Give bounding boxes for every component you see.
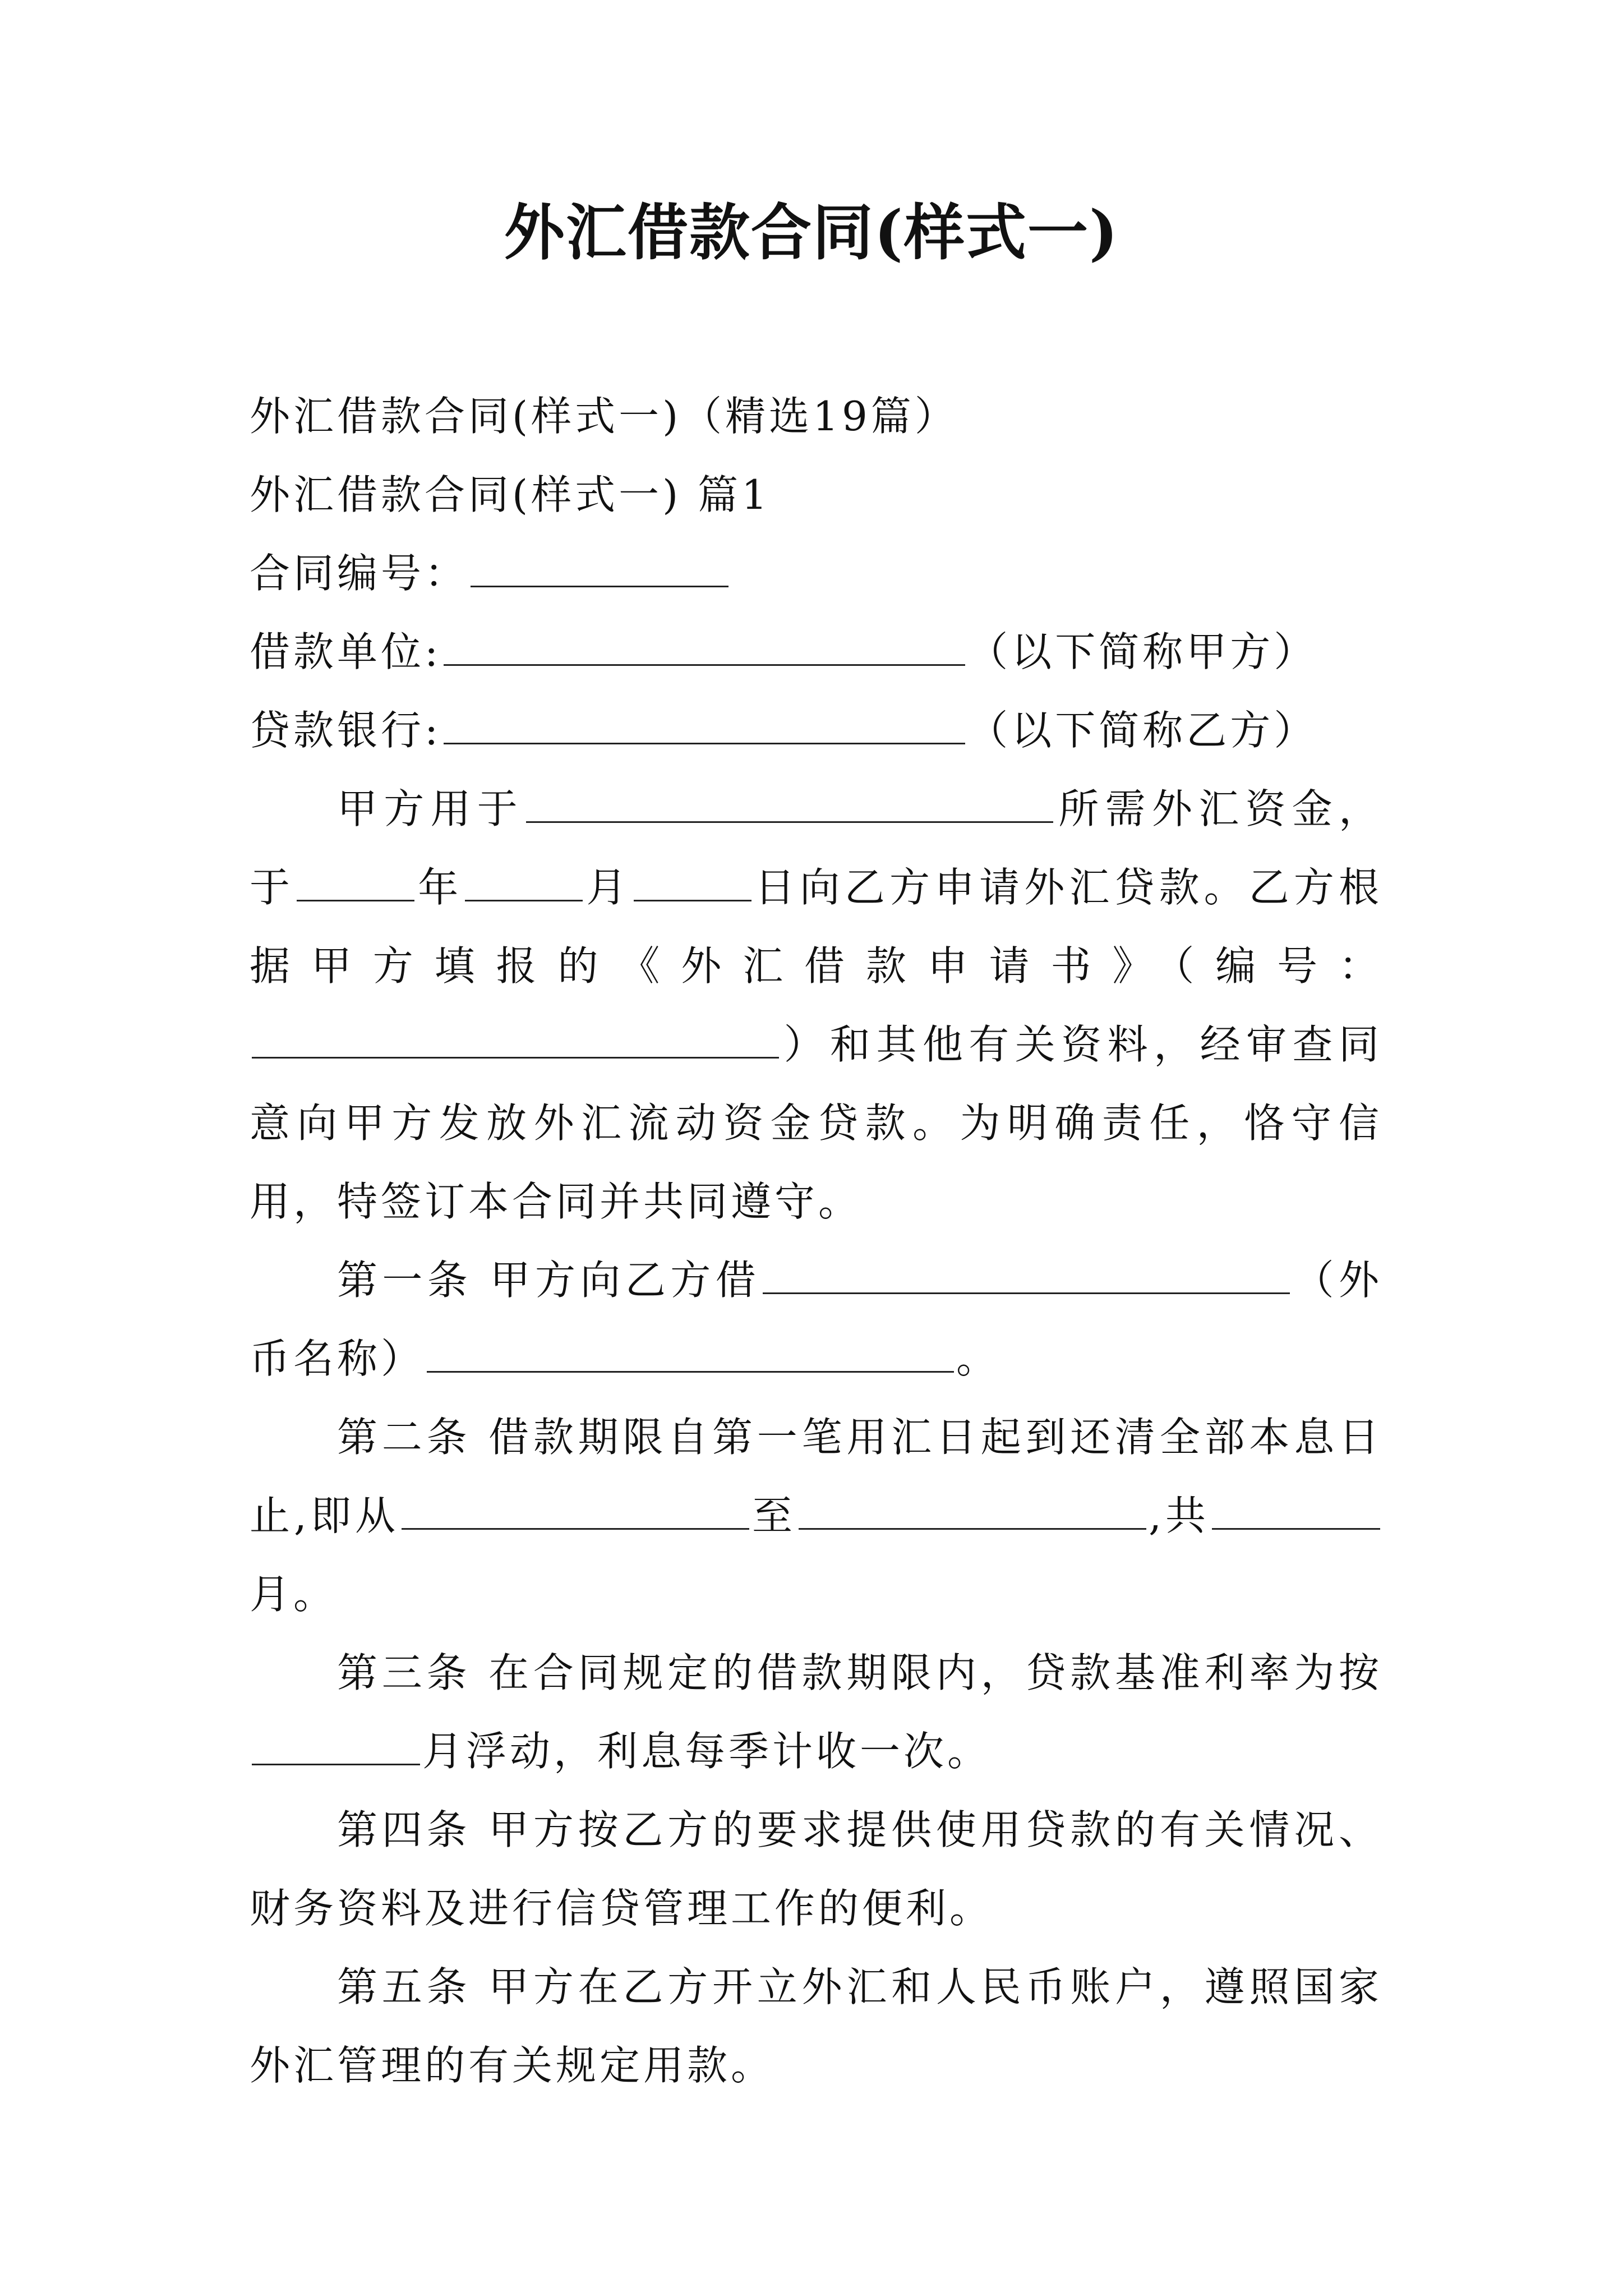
months-blank xyxy=(1212,1493,1380,1530)
article-2 xyxy=(250,1398,1382,1634)
contract-number-line xyxy=(250,534,1382,613)
contract-number-blank xyxy=(471,551,728,587)
lender-blank xyxy=(444,708,965,744)
intro-paragraph xyxy=(250,770,1382,1241)
borrower-line xyxy=(250,613,1382,691)
intro-text-1: 甲方用于 xyxy=(337,785,524,832)
article-3 xyxy=(250,1634,1382,1791)
intro-text-6: ）和其他有关资料，经审查同意向甲方发放外汇流动资金贷款。为明确责任，恪守信用，特签订本合同并共同遵守。 xyxy=(250,1021,1382,1225)
article-2-text-1: 第二条 借款期限自第一笔用汇日起到还清全部本息日止,即从 xyxy=(250,1414,1382,1539)
article-3-text-2: 月浮动，利息每季计收一次。 xyxy=(422,1728,992,1775)
article-1 xyxy=(250,1241,1382,1398)
intro-text-5: 日向乙方申请外汇贷款。乙方根据甲方填报的《外汇借款申请书》（编号： xyxy=(250,864,1382,990)
article-2-text-4: 月。 xyxy=(250,1571,338,1618)
borrower-blank xyxy=(444,629,965,666)
document-body xyxy=(250,377,1382,2105)
article-1-text-3: 。 xyxy=(956,1335,1000,1382)
rate-period-blank xyxy=(252,1729,420,1765)
article-2-text-2: 至 xyxy=(751,1492,797,1539)
application-number-blank xyxy=(252,1022,779,1059)
intro-text-3: 年 xyxy=(417,864,463,911)
article-4: 第四条 甲方按乙方的要求提供使用贷款的有关情况、财务资料及进行信贷管理工作的便利。 xyxy=(250,1806,1382,1932)
borrower-label: 借款单位: xyxy=(250,628,442,675)
start-date-blank xyxy=(402,1493,749,1530)
document-subtitle: 外汇借款合同(样式一)（精选19篇） xyxy=(250,393,958,440)
article-2-text-3: ,共 xyxy=(1149,1492,1210,1539)
year-blank xyxy=(297,865,414,901)
document-title: 外汇借款合同(样式一) xyxy=(504,197,1119,268)
intro-text-4: 月 xyxy=(585,864,631,911)
article-3-text-1: 第三条 在合同规定的借款期限内，贷款基准利率为按 xyxy=(337,1649,1382,1696)
amount-blank xyxy=(763,1258,1290,1294)
currency-blank xyxy=(427,1336,954,1373)
day-blank xyxy=(634,865,751,901)
section-heading: 外汇借款合同(样式一) 篇1 xyxy=(250,471,771,518)
article-1-text-1: 第一条 甲方向乙方借 xyxy=(337,1257,761,1304)
article-1-text-2: （外币名称） xyxy=(250,1257,1382,1382)
month-blank xyxy=(465,865,583,901)
lender-label: 贷款银行: xyxy=(250,707,442,754)
article-5: 第五条 甲方在乙方开立外汇和人民币账户，遵照国家外汇管理的有关规定用款。 xyxy=(250,1963,1382,2089)
borrower-suffix: （以下简称甲方） xyxy=(967,628,1318,675)
end-date-blank xyxy=(799,1493,1146,1530)
contract-number-label: 合同编号： xyxy=(250,550,469,597)
lender-suffix: （以下简称乙方） xyxy=(967,707,1318,754)
lender-line xyxy=(250,691,1382,770)
intro-text-2: 所需外汇资金，于 xyxy=(250,785,1382,911)
purpose-blank xyxy=(526,786,1053,823)
